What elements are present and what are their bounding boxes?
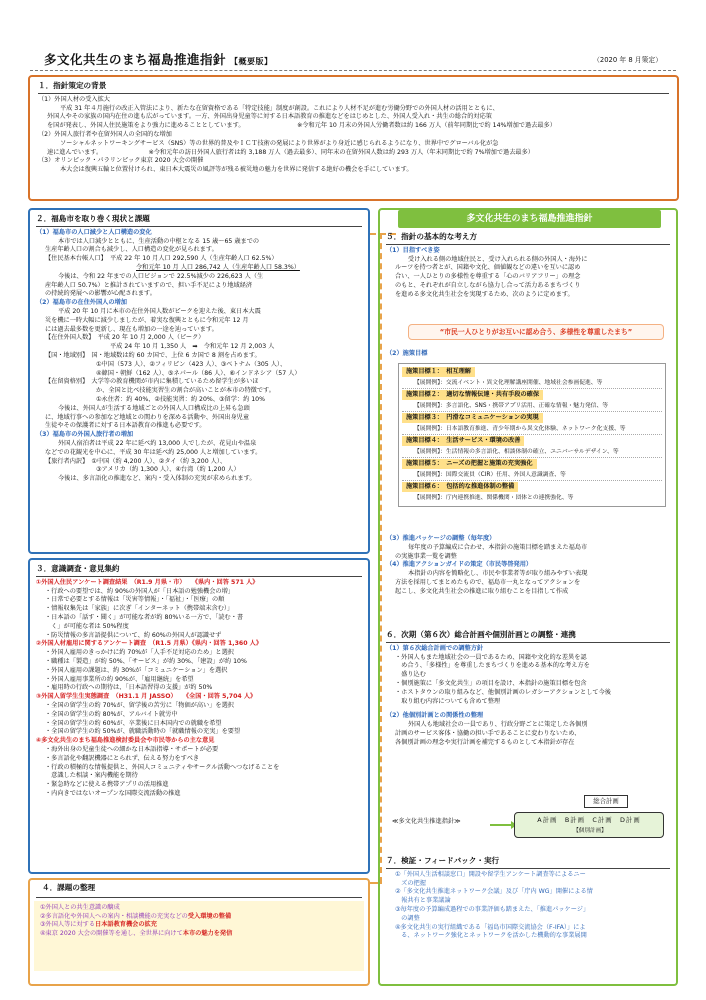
publish-date: （2020 年 8 月策定） xyxy=(593,56,662,64)
coordination xyxy=(386,630,670,748)
issue-item: ③外国人等に対する日本語教育機会の拡充 xyxy=(40,921,157,929)
text-line: を国が発表し、外国人住民施策をより強力に進めることとしています。 ※令和元年 10 月末の外国人労働者数は約 166 万人（前年同期比で約 14%増加で過去最多） xyxy=(47,122,556,130)
plan-items: A計画 B計画 C計画 D計画 xyxy=(537,816,641,824)
goal-tag: 施策目標４： 生活サービス・環境の改善 xyxy=(402,436,524,446)
goal-detail: 【展開例】：日本語教育推進、青少年期から異文化体験、ネットワーク化支援、等 xyxy=(402,424,662,436)
text-line: 生産年齢人口の割合も減少し、人口構造の変化が見られます。 xyxy=(45,246,218,254)
text-line: 災を機に一時大幅に減少しましたが、着実な復興とともに令和元年 12 月 xyxy=(45,316,249,324)
text-line: 本大会は復興五輪と位置付けられ、東日本大震災の風評等が残る被災地の魅力を世界に発信する絶好の機会を手にしています。 xyxy=(60,166,413,174)
text-line: 平成 31 年４月施行の改正入管法により、新たな在留資格である「特定技能」制度が創設。これにより人材不足が進む労働分野での外国人材の活用とともに、 xyxy=(60,104,499,112)
goals-box xyxy=(398,363,666,507)
text-line: 【旅行者内訳】 ①中国（約 4,200 人）、②タイ（約 3,200 人）、 xyxy=(45,457,227,465)
arrow-right-icon xyxy=(490,824,512,826)
issue-item: ②多言語化や外国人への案内・相談機能の充実などの受入環境の整備 xyxy=(40,912,232,920)
list-item: の調整 xyxy=(395,914,420,922)
list-item: ・全国の留学生の約 70%が、留学後の苦労に「物価が高い」を選択 xyxy=(45,701,234,709)
sub-heading: （2）他個別計画との関係性の整理 xyxy=(386,712,484,720)
section-issues xyxy=(28,878,370,986)
text-line: の持続的発展への影響が心配されます。 xyxy=(45,290,156,298)
list-item: ③毎年度の予算編成過程での事業評価も踏まえた、「推進パッケージ」 xyxy=(395,905,590,913)
list-item: ・情報収集先は「家族」に次ぎ「インターネット（携帯端末含む）」 xyxy=(45,605,234,613)
list-item: ④多文化共生の実行組織である「福島市国際交流協会（F-IFA）」によ xyxy=(395,923,586,931)
goal-detail: 【展開例】：多言語化、SNS・携帯アプリ活用、正確な情報・魅力発信、等 xyxy=(402,401,662,413)
text-line: ルーツを持つ者とが、国籍や文化、価値観などの違いを互いに認め xyxy=(395,264,581,272)
list-item: ・海外出身の児童生徒への細かな日本語指導・サポートが必要 xyxy=(45,745,219,753)
text-line: 平成 24 年 10 月 1,350 人 ➡ 令和元年 12 月 2,003 人 xyxy=(110,343,275,351)
text-line: 平成 20 年 10 月に本市の在住外国人数がピークを迎えた後、東日本大震 xyxy=(58,307,261,315)
diagram-guideline-label: ≪多文化共生推進指針≫ xyxy=(392,818,461,825)
text-line: 取り組む内容についても含めて整理 xyxy=(395,697,501,705)
verification xyxy=(386,856,670,941)
text-line: のもと、それぞれが自立しながら協力し合って活力あるまちづくり xyxy=(395,281,581,289)
text-line: 外国人も地域社会の一員であり、行政分野ごとに策定した各個別 xyxy=(408,721,588,729)
text-line: ①永住者：約 40%、②技能実習：約 20%、③留学：約 10% xyxy=(96,395,265,403)
list-item: ・内向きではないオープンな国際交流活動の推進 xyxy=(45,789,181,797)
text-line: （1）外国人材の受入拡大 xyxy=(38,95,110,103)
survey-heading: ②外国人材雇用に関するアンケート調査 （R1.5 月県）《県内・回答 1,360 人》 xyxy=(36,640,263,648)
text-line: 外国人やその家族の国内在住の進も広がっています。一方、外国出身児童等に対する日本語教育の推進などをはじめとした、外国人受入れ・共生の総合的対応策 xyxy=(47,113,492,121)
goal-tag: 施策目標１： 相互理解 xyxy=(402,367,475,377)
text-line: 合い、一人ひとりの多様性を尊重する「心のバリアフリー」の理念 xyxy=(395,273,581,281)
list-item: ・職種は「製造」が約 50%、「サービス」が約 30%、「建設」が約 10% xyxy=(45,657,247,665)
text-line: 毎年度の予算編成に合わせ、本指針の施策目標を踏まえた福島市 xyxy=(408,543,588,551)
text-line: 生徒やその保護者に対する日本語教育の推進も必要です。 xyxy=(45,422,206,430)
text-line: ③アメリカ（約 1,300 人）、④台湾（約 1,200 人） xyxy=(96,466,240,474)
text-line: を進める多文化共生社会を実現するため、次のように定めます。 xyxy=(395,290,574,298)
text-line: ・ホストタウンの取り組みなど、他個別計画のレガシーアクションとして今後 xyxy=(395,688,611,696)
page-subtitle: 【概要版】 xyxy=(230,57,273,66)
list-item: ②「多文化共生推進ネットワーク会議」及び「庁内 WG」開催による情 xyxy=(395,888,593,896)
goal-tag: 施策目標６： 包括的な推進体制の整備 xyxy=(402,482,518,492)
text-line: 速に進んでいます。 ※令和元年の訪日外国人旅行者は約 3,188 万人（過去最多）、同年末の在留外国人数は約 293 万人（年末同期比で約 7%増加で過去最多） xyxy=(47,148,534,156)
section-background xyxy=(28,75,679,201)
goal-detail: 【展開例】：交流イベント・異文化理解講座開催、地域社会参画促進、等 xyxy=(402,378,662,390)
list-item: ズの把握 xyxy=(395,879,426,887)
survey-heading: ③外国人留学生生実態調査 （H31.1 月 JASSO） 《全国・回答 5,704 人》 xyxy=(36,693,257,701)
plan-sub-label: 【個別計画】 xyxy=(573,828,607,834)
list-item: 報共有と事業議論 xyxy=(395,897,451,905)
list-item: ・全国の留学生の約 50%が、就職活動時の「就職情報の充実」を要望 xyxy=(45,728,241,736)
text-line: ④韓国・朝鮮（162 人）、⑤ネパール（86 人）、⑥インドネシア（57 人） xyxy=(96,369,301,377)
list-item: ・外国人雇用の課題は、約 30%が「コミュニケーション」を選択 xyxy=(45,666,228,674)
text-line: 盛り込む xyxy=(395,671,426,679)
text-line: などでの花観光を中心に、平成 30 年は延べ約 25,000 人と増加しています。 xyxy=(45,448,262,456)
slogan: “市民一人ひとりがお互いに認め合う、多様性を尊重したまち” xyxy=(408,324,664,340)
text-line: 【国・地域別】 国・地域数は約 60 カ国で、上位 6 カ国で 8 割を占めます。 xyxy=(45,351,261,359)
text-line: め合う、「多様性」を尊重したまちづくりを進める基本的な考え方を xyxy=(395,662,590,670)
list-item: ・全国の留学生の約 80%が、アルバイト就労中 xyxy=(45,710,178,718)
list-item: ・外国人雇用事業所の約 90%が、「雇用継続」を希望 xyxy=(45,675,194,683)
list-item: く」が可能な者は 50%程度 xyxy=(45,622,129,630)
list-item: る、ネットワーク強化とネットワークを活かした機動的な事業展開 xyxy=(395,932,587,940)
text-line: 今後は、多言語化の推進など、案内・受入体制の充実が求められます。 xyxy=(58,475,256,483)
text-line: ・個別施策に「多文化共生」の項目を設け、本指針の施策目標を包含 xyxy=(395,679,587,687)
text-line: 方法を採用してまとめたもので、福島市一丸となってアクションを xyxy=(395,578,581,586)
goal-tag: 施策目標３： 円滑なコミュニケーションの実現 xyxy=(402,413,543,423)
text-line: 【在留資格別】 大学等の教育機関が市内に集積しているため留学生が多いほ xyxy=(45,378,259,386)
list-item: ・緊急時などに使える携帯アプリの活用推進 xyxy=(45,781,169,789)
sub-heading: （3）福島市の外国人旅行者の増加 xyxy=(36,431,134,439)
packages xyxy=(386,535,670,597)
list-item: ・日常で必要とする情報は「災害等情報」・「福祉」・「医療」の順 xyxy=(45,596,225,604)
section-heading: ３．意識調査・意見集約 xyxy=(36,564,362,577)
issues-list xyxy=(34,901,364,971)
issue-item: ①外国人との共生意識の醸成 xyxy=(40,903,120,911)
list-item: 意識した相談・案内機能を期待 xyxy=(45,772,138,780)
text-line: 本市では人口減少とともに、生産活動の中枢となる 15 歳～65 歳までの xyxy=(58,237,260,245)
text-line: 今後は、外国人が生活する地域ごとの外国人人口構成比の上昇も急頭 xyxy=(58,404,250,412)
list-item: ・多言語化や翻訳機器にとられず、伝える努力をすべき xyxy=(45,754,200,762)
section-heading: ５．指針の基本的な考え方 xyxy=(386,232,670,245)
title-divider xyxy=(30,70,676,71)
text-line: 受け入れる側の地域住民と、受け入れられる側の外国人・海外に xyxy=(408,255,588,263)
policy-title: 多文化共生のまち福島推進指針 xyxy=(398,210,661,228)
sub-heading: （3）推進パッケージの調整（毎年度） xyxy=(386,535,496,542)
list-item: ・行政への要望では、約 90%の外国人が「日本語の勉強機会の増」 xyxy=(45,587,234,595)
text-line: か、全国と比べ技能実習生の割合が高いことが本市の特徴です。 xyxy=(96,387,275,395)
sub-heading: （1）福島市の人口減少と人口構造の変化 xyxy=(36,228,152,236)
sub-heading: （2）施策目標 xyxy=(386,350,428,357)
text-line: ・外国人もまた地域社会の一員であるため、国籍や文化的な差異を認 xyxy=(395,653,587,661)
text-line: 令和元年 10 月 人口 286,742 人（生産年齢人口 58.3%） xyxy=(136,263,300,271)
goal-tag: 施策目標５： ニーズの把握と施策の充実強化 xyxy=(402,459,537,469)
list-item: ・防災情報の多言語提供について、約 60%の外国人が認識せず xyxy=(45,631,222,639)
text-line: 各個別計画の理念や実行計画を補完するものとして本指針が存在 xyxy=(395,738,575,746)
text-line: 産年齢人口 50.7%）と推計されていますので、担い手不足により地域経済 xyxy=(45,281,253,289)
sub-heading: （1）第６次総合計画での調整方針 xyxy=(386,644,484,652)
issue-item: ④東京 2020 大会の開催等を通し、全世界に向けて本市の魅力を発信 xyxy=(40,930,233,938)
section-survey xyxy=(28,558,370,874)
sub-heading: （2）福島市の在住外国人の増加 xyxy=(36,299,127,307)
goal-detail: 【展開例】：国際交流員（CIR）任用、外国人意識調査、等 xyxy=(402,470,662,482)
section-heading: ２．福島市を取り巻く現状と課題 xyxy=(36,214,362,227)
text-line: 【在住外国人数】 平成 20 年 10 月 2,000 人（ピーク） xyxy=(45,334,205,342)
text-line: 外国人宿泊者は平成 22 年に延べ約 13,000 人でしたが、花見山や温泉 xyxy=(58,439,257,447)
text-line: （2）外国人旅行者や在留外国人の全国的な増加 xyxy=(38,130,172,138)
text-line: ①中国（573 人）、②フィリピン（423 人）、③ベトナム（305 人）、 xyxy=(96,360,287,368)
text-line: 本指針の内容を簡略化し、市民や事業者等が取り組みやすい表現 xyxy=(408,570,588,578)
section-heading: ４．課題の整理 xyxy=(36,880,362,898)
text-line: 今後は、令和 22 年までの人口ビジョンで 22.5%減少の 226,623 人（生 xyxy=(58,272,264,280)
section-heading: ６．次期（第６次）総合計画や個別計画との調整・連携 xyxy=(386,630,670,643)
text-line: 起こし、多文化共生社会の推進に取り組むことを目指して作成 xyxy=(395,587,569,595)
text-line: 【住民基本台帳人口】 平成 22 年 10 月人口 292,590 人（生産年齢人口 62.5%） xyxy=(45,255,278,263)
list-item: ・雇用時の行政への期待は、「日本語習得の支援」が約 50% xyxy=(45,684,213,692)
list-item: ①「外国人生活相談窓口」開設や留学生アンケート調査等によるニー xyxy=(395,870,586,878)
survey-heading: ④多文化共生のまち福島推進検討委員会や市民等からの主な意見 xyxy=(36,737,215,745)
text-line: ソーシャルネットワーキングサービス（SNS）等の世界的普及やＩＣＴ技術の発展により世界がより身近に感じられるようになり、世界中でグローバル化が急 xyxy=(60,139,499,147)
text-line: 計画のサービス客体・協働の担い手であることに変わりないため、 xyxy=(395,729,581,737)
basic-concept xyxy=(386,232,670,300)
goal-detail: 【展開例】：庁内連携推進、関係機関・団体との連携強化、等 xyxy=(414,494,574,501)
sub-heading: （4）推進アクションガイドの策定（市民等啓発用） xyxy=(386,561,533,569)
text-line: に、地域行事への参加など地域との関わりを深める活動や、外国出身児童 xyxy=(45,413,250,421)
goal-detail: 【展開例】：生活情報の多言語化、相談体制の確立、ユニバーサルデザイン、等 xyxy=(402,447,662,459)
list-item: ・行政の積極的な情報提供と、外国人コミュニティやサークル活動へつなげることを xyxy=(45,763,280,771)
goal-tag: 施策目標２： 適切な情報伝達・共有手段の確保 xyxy=(402,390,543,400)
sub-heading: （1）目指すべき姿 xyxy=(386,246,440,254)
page-title: 多文化共生のまち福島推進指針 【概要版】 xyxy=(44,52,273,67)
section-heading: ７．検証・フィードバック・実行 xyxy=(386,856,670,869)
section-heading: １．指針策定の背景 xyxy=(38,81,669,94)
text-line: には過去最多数を更新し、現在も増加の一途を辿っています。 xyxy=(45,325,218,333)
master-plan-label: 総合計画 xyxy=(584,795,628,808)
text-line: の実施事業一覧を調整 xyxy=(395,552,457,560)
text-line: （3）オリンピック・パラリンピック東京 2020 大会の開催 xyxy=(38,157,204,165)
survey-heading: ①外国人住民アンケート調査結果 （R1.9 月県・市） 《県内・回答 571 人》 xyxy=(36,578,259,586)
list-item: ・日本語の「話す・聞く」が可能な者が約 80%いる一方で、「読む・書 xyxy=(45,613,244,621)
list-item: ・外国人雇用のきっかけに約 70%が「人手不足対応のため」と選択 xyxy=(45,649,234,657)
list-item: ・全国の留学生の約 60%が、卒業後に日本国内での就職を希望 xyxy=(45,719,222,727)
section-current-status xyxy=(28,208,370,554)
